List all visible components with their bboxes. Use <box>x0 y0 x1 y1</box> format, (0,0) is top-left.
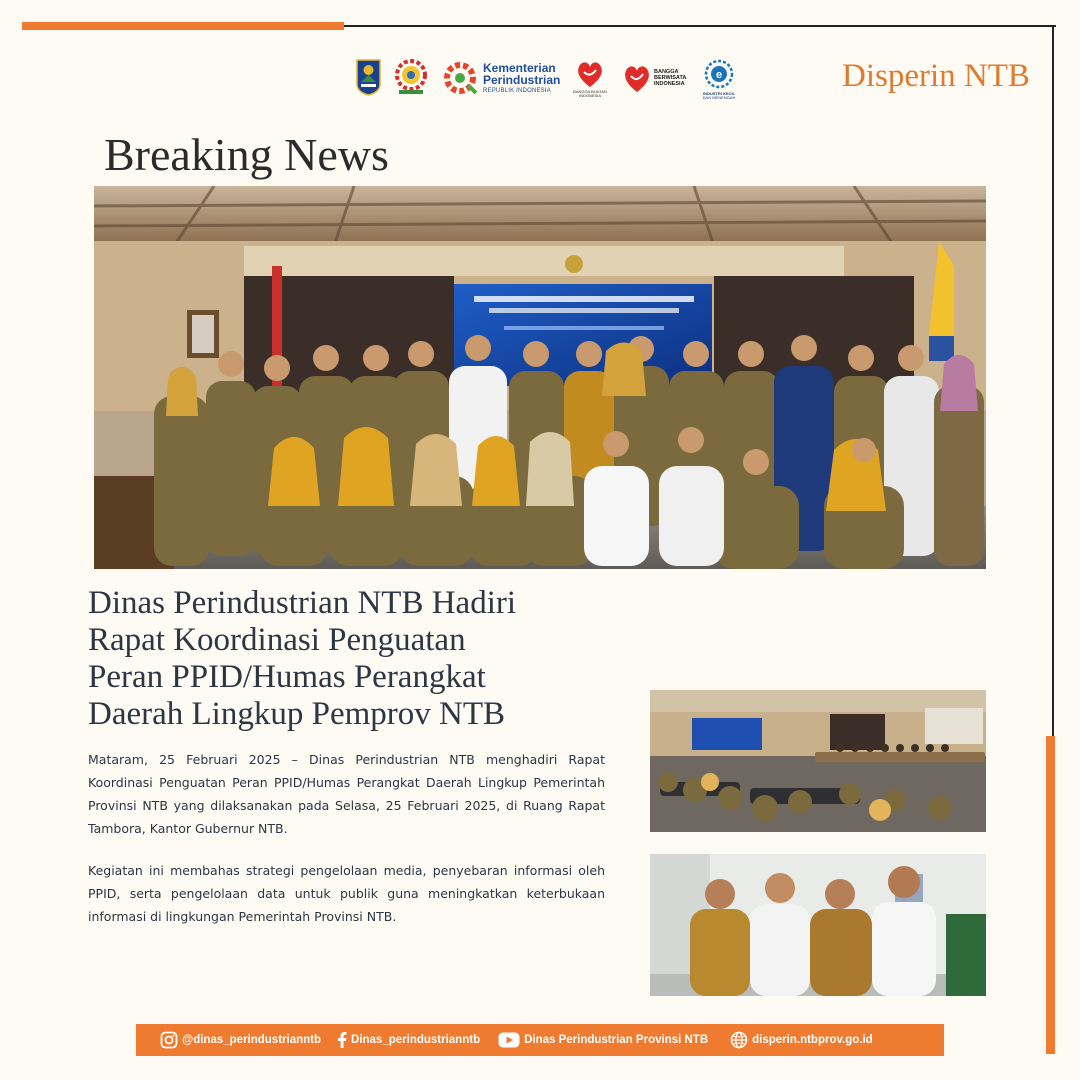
heart-icon <box>574 58 606 90</box>
bbi-text: BANGGA BUATAN INDONESIA <box>573 89 607 98</box>
headline-line-4: Daerah Lingkup Pemprov NTB <box>88 696 505 732</box>
instagram-handle: @dinas_perindustrianntb <box>182 1034 322 1046</box>
section-title: Breaking News <box>104 129 389 180</box>
bangga-berwisata-indonesia-logo <box>622 56 690 100</box>
svg-text:e: e <box>715 69 723 81</box>
facebook-icon <box>337 1032 347 1048</box>
top-accent-bar <box>22 22 344 30</box>
ikm-emart-logo <box>698 54 740 104</box>
kemenperin-text-1: Kementerian <box>483 61 556 75</box>
ikm-text-1: INDUSTRI KECIL <box>703 91 735 96</box>
headline-line-2: Rapat Koordinasi Penguatan <box>88 622 466 658</box>
bbwi-text-2: BERWISATA <box>654 75 687 81</box>
website-url: disperin.ntbprov.go.id <box>752 1034 873 1046</box>
footer-youtube[interactable] <box>498 1032 708 1048</box>
footer-website[interactable] <box>730 1031 873 1049</box>
youtube-icon <box>498 1032 520 1048</box>
instagram-icon <box>160 1031 178 1049</box>
kemenperin-gear-icon <box>441 59 479 97</box>
right-accent-bar <box>1046 736 1055 1054</box>
heart-icon <box>622 61 652 95</box>
main-group-photo <box>94 186 986 569</box>
body-paragraph-2: Kegiatan ini membahas strategi pengelolaan media, penyebaran informasi oleh PPID, serta pengelolaan data untuk publik guna meningkatkan keterbukaan informasi di lingkungan Pemerintah Provinsi NTB. <box>88 863 605 924</box>
disperin-gear-logo <box>393 58 429 96</box>
headline-line-3: Peran PPID/Humas Perangkat <box>88 659 486 695</box>
top-frame-line <box>344 25 1056 27</box>
headline-line-1: Dinas Perindustrian NTB Hadiri <box>88 585 517 621</box>
brand-name: Disperin NTB <box>842 58 1030 94</box>
ntb-province-logo <box>355 58 382 96</box>
footer-facebook[interactable] <box>337 1032 480 1048</box>
ikm-text-2: DAN MENENGAH <box>702 95 736 100</box>
body-paragraph-1: Mataram, 25 Februari 2025 – Dinas Perindustrian NTB menghadiri Rapat Koordinasi Penguatan Peran PPID/Humas Perangkat Daerah Lingkup Pemerintah Provinsi NTB yang dilaksanakan pada Selasa, 25 Februari 2025, di Ruang Rapat Tambora, Kantor Gubernur NTB. <box>88 752 605 836</box>
emart-icon <box>703 58 735 92</box>
kemenperin-text-3: REPUBLIK INDONESIA <box>483 88 551 94</box>
bbwi-text-3: INDONESIA <box>654 81 685 87</box>
facebook-handle: Dinas_perindustrianntb <box>351 1034 481 1046</box>
footer-social-bar <box>136 1024 944 1056</box>
footer-instagram[interactable] <box>160 1031 321 1049</box>
kemenperin-text-2: Perindustrian <box>483 73 561 87</box>
four-people-photo <box>650 854 986 996</box>
headline <box>88 585 608 733</box>
kemenperin-logo <box>441 56 561 100</box>
bbwi-text-1: BANGGA <box>654 69 679 75</box>
meeting-room-photo <box>650 690 986 832</box>
bangga-buatan-indonesia-logo <box>572 56 608 100</box>
youtube-channel: Dinas Perindustrian Provinsi NTB <box>524 1034 709 1046</box>
globe-icon <box>730 1031 748 1049</box>
